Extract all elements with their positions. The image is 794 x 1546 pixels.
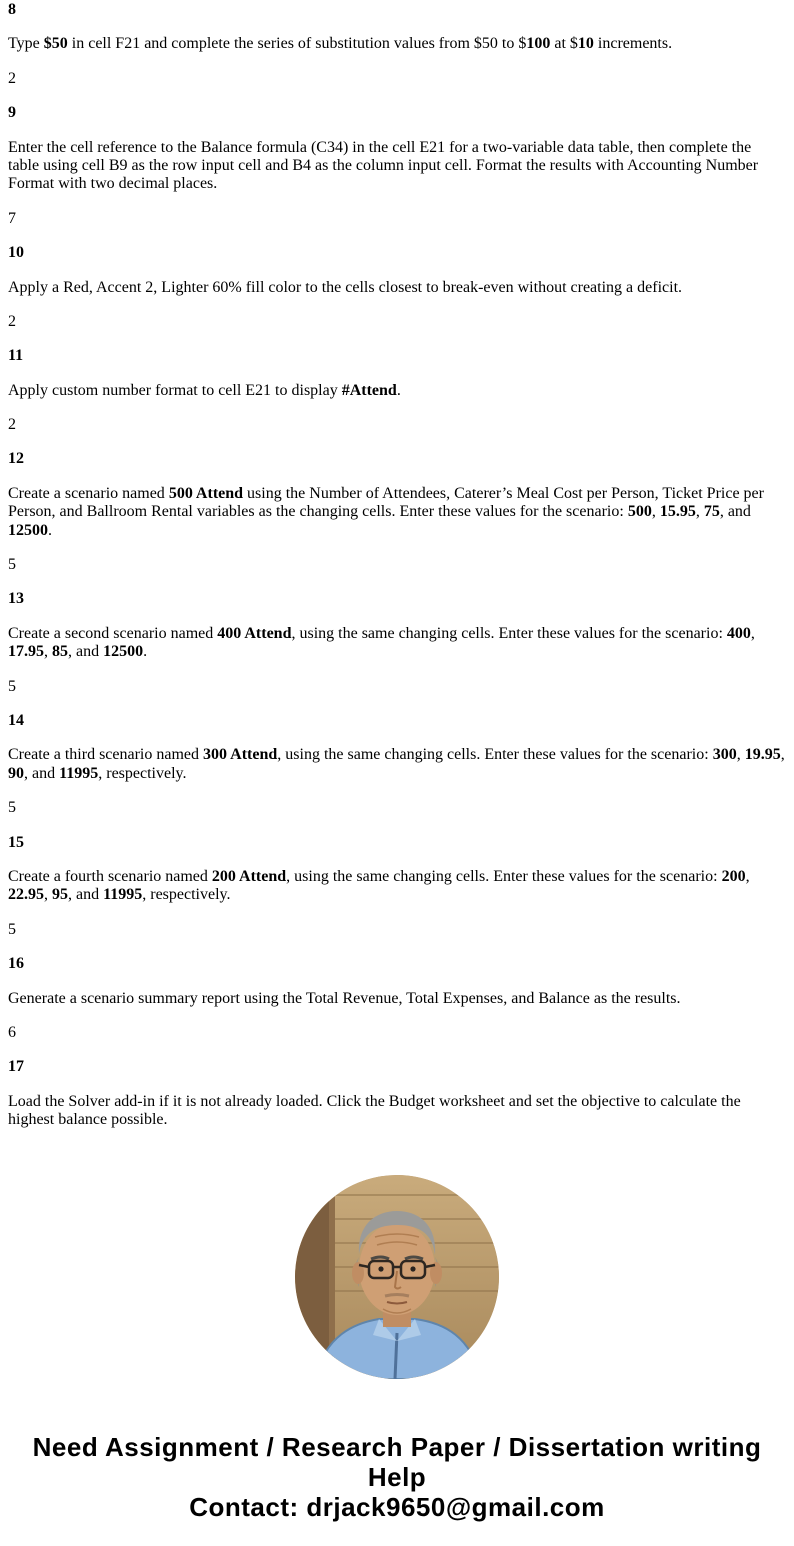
- step-number: 8: [8, 1, 16, 18]
- step-points: 5: [8, 556, 16, 574]
- step-points: 5: [8, 677, 16, 695]
- steps-list: [8, 0, 786, 1129]
- step-item-8: [8, 0, 786, 88]
- avatar: [8, 1175, 786, 1384]
- step-item-14: [8, 712, 786, 818]
- step-points: 2: [8, 69, 16, 87]
- step-instruction: Create a scenario named 500 Attend using the Number of Attendees, Caterer’s Meal Cost per Person, Ticket Price per Person, and Ballroom Rental variables as the changing cells. Enter these values for the scenario: 500, 15.95, 75, and 12500.: [8, 484, 764, 539]
- step-instruction: Create a third scenario named 300 Attend, using the same changing cells. Enter these values for the scenario: 300, 19.95, 90, and 11995, respectively.: [8, 746, 785, 782]
- step-instruction: Enter the cell reference to the Balance formula (C34) in the cell E21 for a two-variable data table, then complete the table using cell B9 as the row input cell and B4 as the column input cell. Format the results with Accounting Number Format with two decimal places.: [8, 138, 759, 193]
- step-number: 14: [8, 711, 24, 729]
- step-points: 2: [8, 312, 16, 330]
- step-number: 13: [8, 590, 24, 608]
- step-instruction: Create a fourth scenario named 200 Attend, using the same changing cells. Enter these values for the scenario: 200, 22.95, 95, and 11995, respectively.: [8, 867, 750, 904]
- step-item-15: [8, 834, 786, 940]
- step-instruction: Type $50 in cell F21 and complete the series of substitution values from $50 to $100 at $10 increments.: [8, 35, 673, 53]
- step-instruction: Apply custom number format to cell E21 to display #Attend.: [8, 381, 401, 399]
- step-points: 5: [8, 920, 16, 938]
- footer-heading: Need Assignment / Research Paper / Dissertation writing Help: [32, 1432, 762, 1493]
- footer-contact-email: Contact: drjack9650@gmail.com: [189, 1492, 605, 1523]
- footer-ad: [8, 1432, 786, 1522]
- step-number: 10: [8, 244, 24, 262]
- step-instruction: Load the Solver add-in if it is not already loaded. Click the Budget worksheet and set the objective to calculate the highest balance possible.: [8, 1092, 741, 1129]
- step-item-12: [8, 450, 786, 574]
- step-points: 2: [8, 416, 16, 434]
- step-points: 6: [8, 1023, 16, 1041]
- step-number: 17: [8, 1058, 24, 1076]
- step-number: 9: [8, 104, 16, 122]
- step-number: 12: [8, 450, 24, 468]
- step-item-11: [8, 347, 786, 434]
- step-instruction: Generate a scenario summary report using the Total Revenue, Total Expenses, and Balance as the results.: [8, 989, 681, 1007]
- step-points: 7: [8, 209, 16, 227]
- step-number: 11: [8, 347, 24, 365]
- step-item-10: [8, 244, 786, 331]
- tutor-photo-icon: [295, 1175, 499, 1379]
- step-instruction: Apply a Red, Accent 2, Lighter 60% fill color to the cells closest to break-even without creating a deficit.: [8, 278, 683, 296]
- step-item-9: [8, 104, 786, 228]
- step-item-17: [8, 1058, 786, 1129]
- step-item-16: [8, 955, 786, 1042]
- step-points: 5: [8, 799, 16, 817]
- step-instruction: Create a second scenario named 400 Attend, using the same changing cells. Enter these values for the scenario: 400, 17.95, 85, and 12500.: [8, 624, 755, 661]
- step-number: 15: [8, 833, 24, 851]
- step-number: 16: [8, 955, 24, 973]
- step-item-13: [8, 590, 786, 696]
